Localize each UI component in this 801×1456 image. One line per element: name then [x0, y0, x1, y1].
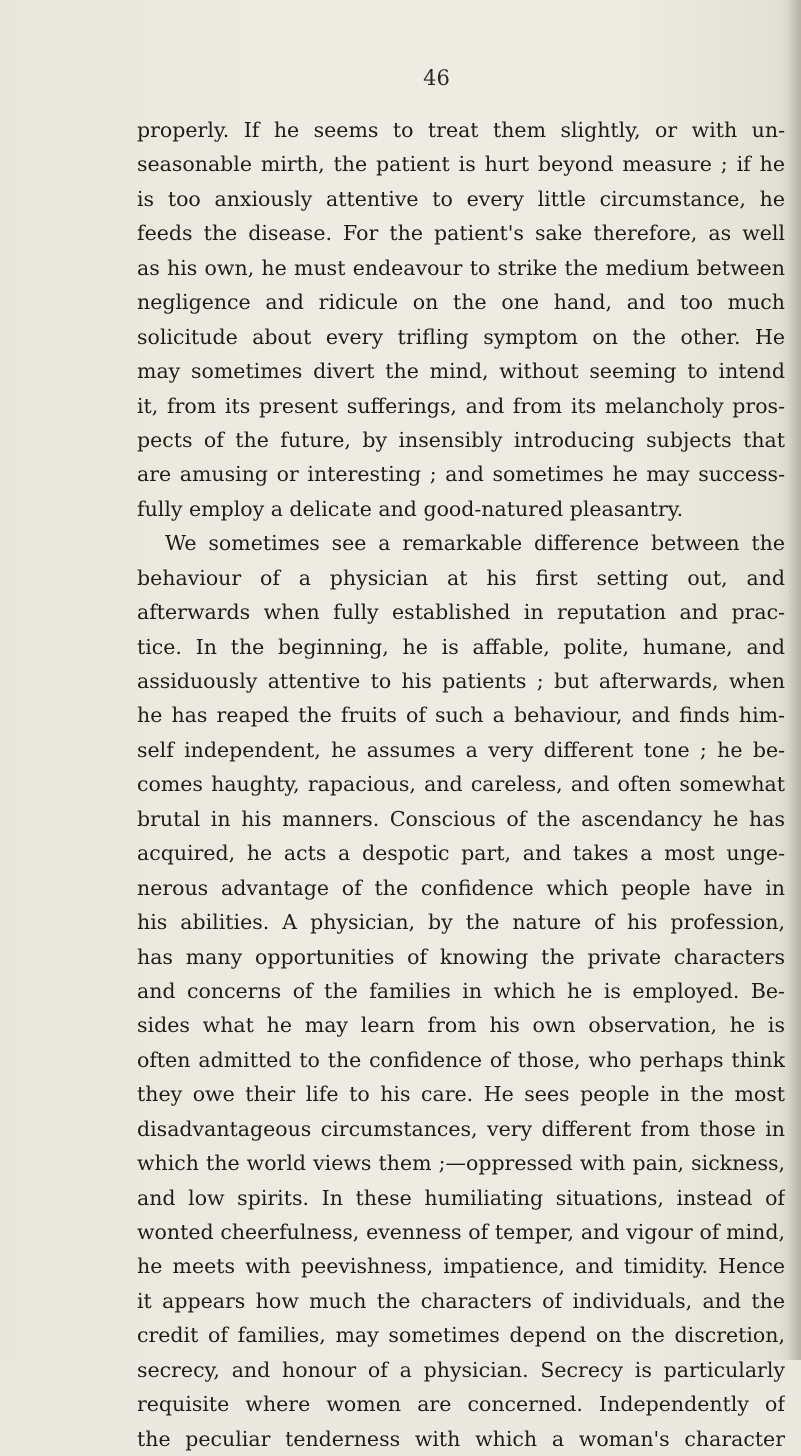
text-line: wonted cheerfulness, evenness of temper, and vigour of mind, [137, 1220, 785, 1244]
text-line: he meets with peevishness, impatience, and timidity. Hence [137, 1254, 785, 1279]
text-line: it appears how much the characters of individuals, and the [137, 1288, 785, 1313]
text-line: comes haughty, rapacious, and careless, and often somewhat [137, 772, 785, 797]
text-line: sides what he may learn from his own observation, he is [137, 1013, 785, 1038]
body-text [137, 113, 785, 1456]
text-line: and low spirits. In these humiliating situations, instead of [137, 1185, 785, 1210]
text-line: behaviour of a physician at his first setting out, and [137, 565, 785, 590]
text-line: self independent, he assumes a very different tone ; he be- [137, 737, 785, 762]
text-line: the peculiar tenderness with which a woman's character [137, 1426, 785, 1451]
text-line: may sometimes divert the mind, without seeming to intend [137, 359, 785, 384]
text-line: is too anxiously attentive to every little circumstance, he [137, 186, 785, 211]
text-line: properly. If he seems to treat them slightly, or with un- [137, 118, 785, 142]
text-line: fully employ a delicate and good-natured pleasantry. [137, 496, 684, 521]
text-line: negligence and ridicule on the one hand, and too much [137, 290, 785, 315]
text-line: brutal in his manners. Conscious of the ascendancy he has [137, 806, 785, 831]
text-line: seasonable mirth, the patient is hurt beyond measure ; if he [137, 152, 785, 177]
text-line: nerous advantage of the confidence which people have in [137, 875, 785, 900]
text-line: his abilities. A physician, by the nature of his profession, [137, 910, 785, 935]
text-line: as his own, he must endeavour to strike the medium between [137, 255, 785, 280]
text-line: he has reaped the fruits of such a behaviour, and finds him- [137, 703, 785, 728]
text-line: acquired, he acts a despotic part, and takes a most unge- [137, 841, 785, 866]
text-line: are amusing or interesting ; and sometimes he may success- [137, 462, 785, 487]
text-line: it, from its present sufferings, and from its melancholy pros- [137, 393, 785, 418]
text-line: and concerns of the families in which he is employed. Be- [137, 978, 785, 1003]
text-line: assiduously attentive to his patients ; but afterwards, when [137, 669, 785, 693]
text-line: disadvantageous circumstances, very different from those in [137, 1116, 785, 1141]
text-line: they owe their life to his care. He sees people in the most [137, 1082, 785, 1107]
text-line: tice. In the beginning, he is affable, polite, humane, and [137, 634, 785, 659]
text-line: We sometimes see a remarkable difference between the [165, 531, 785, 556]
text-line: requisite where women are concerned. Independently of [137, 1392, 785, 1417]
text-line: pects of the future, by insensibly introducing subjects that [137, 427, 785, 452]
page-edge-shadow [787, 0, 801, 1360]
text-line: afterwards when fully established in reputation and prac- [137, 600, 785, 625]
text-line: credit of families, may sometimes depend on the discretion, [137, 1323, 785, 1348]
text-line: which the world views them ;—oppressed with pain, sickness, [137, 1151, 785, 1176]
text-line: secrecy, and honour of a physician. Secrecy is particularly [137, 1357, 785, 1382]
text-line: solicitude about every trifling symptom on the other. He [137, 324, 785, 349]
text-line: has many opportunities of knowing the private characters [137, 944, 785, 969]
text-line: often admitted to the confidence of those, who perhaps think [137, 1047, 785, 1072]
page-number: 46 [423, 66, 450, 90]
text-line: feeds the disease. For the patient's sake therefore, as well [137, 221, 785, 246]
